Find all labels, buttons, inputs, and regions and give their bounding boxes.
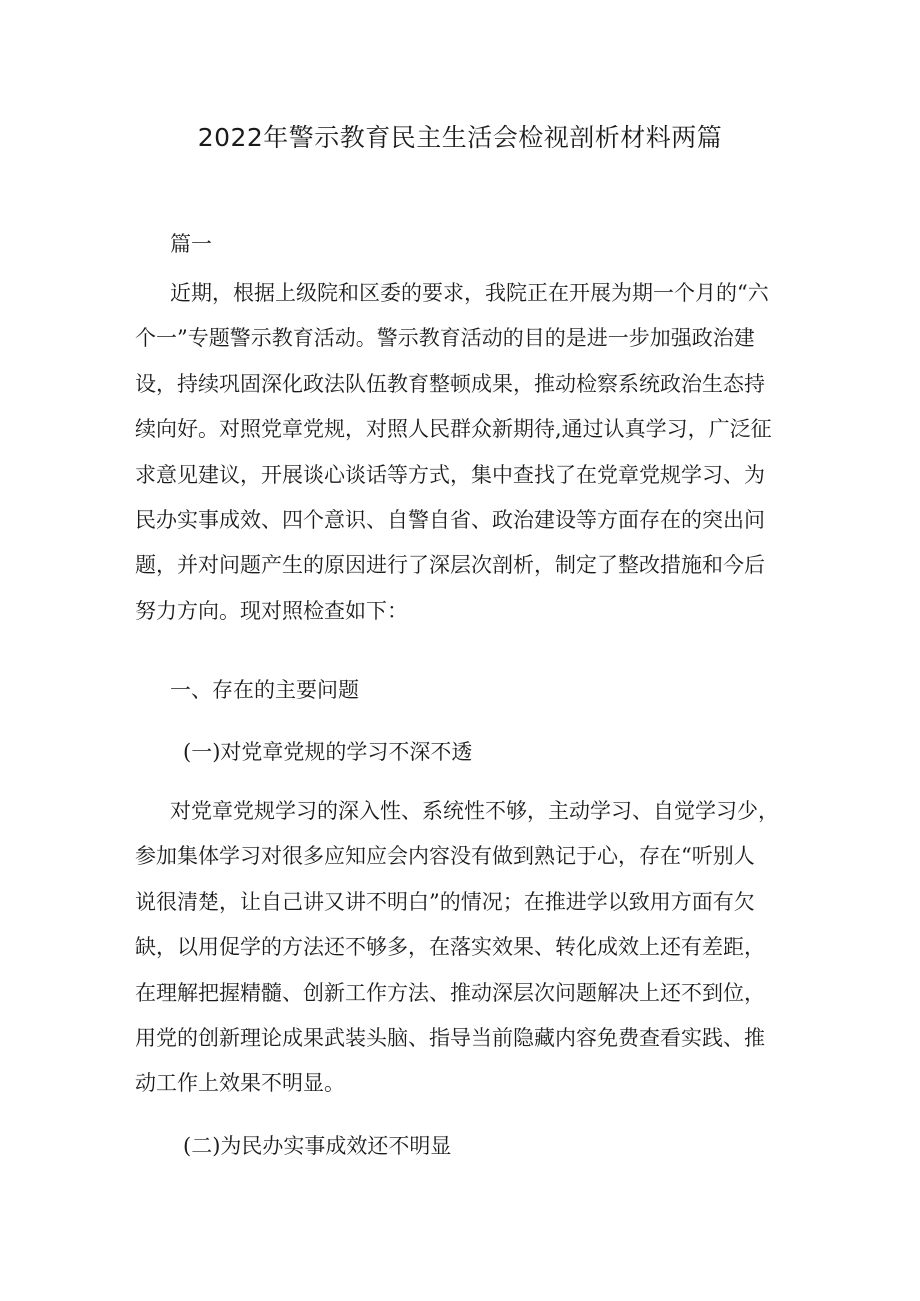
- intro-line: 近期，根据上级院和区委的要求，我院正在开展为期一个月的“六: [170, 281, 769, 305]
- document-title: 2022年警示教育民主生活会检视剖析材料两篇: [197, 123, 723, 152]
- intro-line: 个一”专题警示教育活动。警示教育活动的目的是进一步加强政治建: [135, 326, 755, 351]
- intro-line: 续向好。对照党章党规，对照人民群众新期待,通过认真学习，广泛征: [135, 417, 772, 442]
- paragraph-line: 在理解把握精髓、创新工作方法、推动深层次问题解决上还不到位，: [135, 980, 765, 1005]
- intro-paragraph: [135, 271, 795, 634]
- paragraph-line: 用党的创新理论成果武装头脑、指导当前隐藏内容免费查看实践、推: [135, 1026, 765, 1051]
- intro-line: 题，并对问题产生的原因进行了深层次剖析，制定了整改措施和今后: [135, 553, 765, 578]
- section-heading: 一、存在的主要问题: [170, 678, 359, 702]
- intro-line: 设，持续巩固深化政法队伍教育整顿成果，推动检察系统政治生态持: [135, 371, 765, 396]
- paragraph-line: 说很清楚，让自己讲又讲不明白”的情况；在推进学以致用方面有欠: [135, 889, 755, 914]
- intro-line: 求意见建议，开展谈心谈话等方式，集中查找了在党章党规学习、为: [135, 462, 765, 487]
- paragraph-line: 动工作上效果不明显。: [135, 1071, 345, 1096]
- paragraph-1: [135, 789, 795, 1107]
- sub-heading-1: (一)对党章党规的学习不深不透: [183, 740, 473, 764]
- paragraph-line: 参加集体学习对很多应知应会内容没有做到熟记于心，存在“听别人: [135, 844, 755, 869]
- paragraph-line: 缺，以用促学的方法还不够多，在落实效果、转化成效上还有差距，: [135, 935, 765, 960]
- paragraph-line: 对党章党规学习的深入性、系统性不够，主动学习、自觉学习少，: [170, 799, 779, 823]
- sub-heading-2: (二)为民办实事成效还不明显: [183, 1134, 452, 1158]
- part-label: 篇一: [170, 232, 212, 256]
- intro-line: 努力方向。现对照检查如下：: [135, 598, 408, 623]
- intro-line: 民办实事成效、四个意识、自警自省、政治建设等方面存在的突出问: [135, 508, 765, 533]
